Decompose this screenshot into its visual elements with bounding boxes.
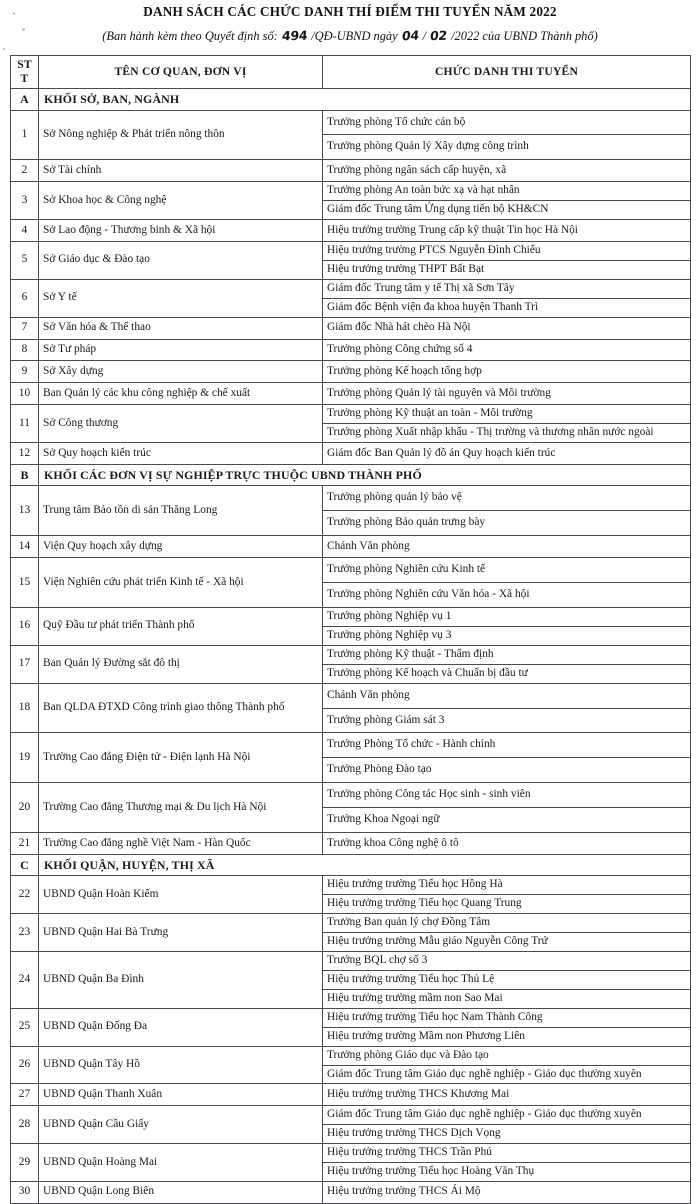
position-title: Hiệu trưởng trường THCS Khương Mai: [323, 1084, 691, 1106]
position-title: Trưởng phòng Giám sát 3: [323, 708, 691, 733]
position-title: Trưởng khoa Công nghệ ô tô: [323, 833, 691, 855]
row-index: 14: [11, 536, 39, 558]
table-row: [11, 952, 691, 971]
row-index: 28: [11, 1106, 39, 1144]
position-title: Hiệu trưởng trường THCS Trần Phú: [323, 1144, 691, 1163]
position-title: Trưởng phòng Nghiên cứu Kinh tế: [323, 558, 691, 583]
table-row: [11, 1106, 691, 1125]
table-row: [11, 608, 691, 627]
row-index: 30: [11, 1181, 39, 1203]
organization-name: UBND Quận Tây Hồ: [39, 1046, 323, 1084]
organization-name: Trường Cao đẳng nghề Việt Nam - Hàn Quốc: [39, 833, 323, 855]
row-index: 15: [11, 558, 39, 608]
position-title: Hiệu trưởng trường Tiểu học Thủ Lệ: [323, 971, 691, 990]
row-index: 20: [11, 783, 39, 833]
table-row: [11, 317, 691, 339]
table-row: [11, 833, 691, 855]
month-handwritten: 02: [429, 27, 449, 43]
row-index: 23: [11, 914, 39, 952]
position-title: Hiệu trưởng trường Mẫu giáo Nguyễn Công Trứ: [323, 933, 691, 952]
group-letter: A: [11, 89, 39, 111]
group-letter: C: [11, 854, 39, 876]
organization-name: Ban Quản lý Đường sắt đô thị: [39, 645, 323, 683]
position-title: Trưởng phòng Tổ chức cán bộ: [323, 110, 691, 135]
position-title: Giám đốc Bệnh viện đa khoa huyện Thanh Trì: [323, 298, 691, 317]
organization-name: UBND Quận Cầu Giấy: [39, 1106, 323, 1144]
row-index: 5: [11, 241, 39, 279]
row-index: 18: [11, 683, 39, 733]
organization-name: Sở Tư pháp: [39, 339, 323, 361]
organization-name: Ban QLDA ĐTXD Công trình giao thông Thành phố: [39, 683, 323, 733]
row-index: 10: [11, 383, 39, 405]
page-title: DANH SÁCH CÁC CHỨC DANH THÍ ĐIỂM THI TUYỂN NĂM 2022: [143, 4, 557, 19]
organization-name: UBND Quận Hai Bà Trưng: [39, 914, 323, 952]
table-row: [11, 486, 691, 511]
position-title: Trưởng phòng Nghiệp vụ 3: [323, 626, 691, 645]
table-row: [11, 361, 691, 383]
table-row: [11, 1181, 691, 1203]
position-title: Chánh Văn phòng: [323, 536, 691, 558]
position-title: Trưởng phòng Kỹ thuật - Thẩm định: [323, 645, 691, 664]
position-title: Trưởng phòng Kỹ thuật an toàn - Môi trường: [323, 405, 691, 424]
scan-speck: [3, 48, 5, 50]
row-index: 2: [11, 160, 39, 182]
position-title: Trưởng phòng Giáo dục và Đào tạo: [323, 1046, 691, 1065]
organization-name: Sở Giáo dục & Đào tạo: [39, 241, 323, 279]
position-title: Trưởng Phòng Tổ chức - Hành chính: [323, 733, 691, 758]
organization-name: Trường Cao đẳng Điện tử - Điện lạnh Hà Nội: [39, 733, 323, 783]
column-header-organization: TÊN CƠ QUAN, ĐƠN VỊ: [39, 55, 323, 88]
row-index: 1: [11, 110, 39, 160]
subtitle-prefix: (Ban hành kèm theo Quyết định số:: [102, 28, 278, 43]
table-row: [11, 160, 691, 182]
position-title: Giám đốc Trung tâm Giáo dục nghề nghiệp - Giáo dục thường xuyên: [323, 1106, 691, 1125]
table-row: [11, 1144, 691, 1163]
table-header: [11, 55, 691, 88]
row-index: 19: [11, 733, 39, 783]
position-title: Trưởng phòng Công tác Học sinh - sinh viên: [323, 783, 691, 808]
organization-name: Sở Lao động - Thương binh & Xã hội: [39, 220, 323, 242]
position-title: Trưởng phòng Công chứng số 4: [323, 339, 691, 361]
position-title: Hiệu trưởng trường THPT Bất Bạt: [323, 260, 691, 279]
organization-name: Ban Quản lý các khu công nghiệp & chế xuất: [39, 383, 323, 405]
row-index: 27: [11, 1084, 39, 1106]
table-row: [11, 383, 691, 405]
table-row: [11, 443, 691, 465]
position-title: Giám đốc Trung tâm Giáo dục nghề nghiệp - Giáo dục thường xuyên: [323, 1065, 691, 1084]
organization-name: Quỹ Đầu tư phát triển Thành phố: [39, 608, 323, 646]
position-title: Hiệu trưởng trường THCS Dịch Vọng: [323, 1125, 691, 1144]
row-index: 16: [11, 608, 39, 646]
table-body: [11, 89, 691, 1204]
date-separator: /: [422, 28, 427, 43]
table-row: [11, 558, 691, 583]
row-index: 12: [11, 443, 39, 465]
position-title: Hiệu trưởng trường PTCS Nguyễn Đình Chiểu: [323, 241, 691, 260]
position-title: Trưởng phòng Kế hoạch và Chuẩn bị đầu tư: [323, 664, 691, 683]
row-index: 21: [11, 833, 39, 855]
organization-name: Viện Quy hoạch xây dựng: [39, 536, 323, 558]
position-title: Trưởng phòng Nghiệp vụ 1: [323, 608, 691, 627]
table-row: [11, 279, 691, 298]
position-title: Trưởng phòng Nghiên cứu Văn hóa - Xã hội: [323, 583, 691, 608]
group-header-row: [11, 854, 691, 876]
organization-name: UBND Quận Đống Đa: [39, 1008, 323, 1046]
column-header-stt: STT: [11, 55, 39, 88]
position-title: Trưởng phòng Quản lý tài nguyên và Môi trường: [323, 383, 691, 405]
row-index: 7: [11, 317, 39, 339]
group-header-row: [11, 89, 691, 111]
position-title: Hiệu trưởng trường THCS Ái Mộ: [323, 1181, 691, 1203]
organization-name: Sở Khoa học & Công nghệ: [39, 182, 323, 220]
table-row: [11, 405, 691, 424]
organization-name: Sở Quy hoạch kiến trúc: [39, 443, 323, 465]
table-row: [11, 536, 691, 558]
positions-table: [10, 55, 691, 1204]
column-header-position: CHỨC DANH THI TUYỂN: [323, 55, 691, 88]
table-row: [11, 110, 691, 135]
position-title: Trưởng Khoa Ngoại ngữ: [323, 808, 691, 833]
position-title: Trưởng Ban quản lý chợ Đồng Tâm: [323, 914, 691, 933]
position-title: Trưởng phòng Quản lý Xây dựng công trình: [323, 135, 691, 160]
position-title: Trưởng phòng Bảo quản trưng bày: [323, 511, 691, 536]
position-title: Hiệu trưởng trường mầm non Sao Mai: [323, 989, 691, 1008]
row-index: 4: [11, 220, 39, 242]
subtitle-suffix: /2022 của UBND Thành phố): [451, 28, 598, 43]
position-title: Giám đốc Ban Quản lý đồ án Quy hoạch kiến trúc: [323, 443, 691, 465]
organization-name: Sở Công thương: [39, 405, 323, 443]
organization-name: UBND Quận Thanh Xuân: [39, 1084, 323, 1106]
organization-name: Sở Nông nghiệp & Phát triển nông thôn: [39, 110, 323, 160]
organization-name: UBND Quận Hoàn Kiếm: [39, 876, 323, 914]
table-row: [11, 220, 691, 242]
organization-name: Sở Văn hóa & Thể thao: [39, 317, 323, 339]
position-title: Hiệu trưởng trường Trung cấp kỹ thuật Tin học Hà Nội: [323, 220, 691, 242]
decision-number-handwritten: 494: [281, 27, 308, 43]
row-index: 8: [11, 339, 39, 361]
table-row: [11, 1046, 691, 1065]
group-label: KHỐI CÁC ĐƠN VỊ SỰ NGHIỆP TRỰC THUỘC UBND THÀNH PHỐ: [39, 464, 691, 486]
position-title: Giám đốc Nhà hát chèo Hà Nội: [323, 317, 691, 339]
position-title: Trưởng BQL chợ số 3: [323, 952, 691, 971]
row-index: 25: [11, 1008, 39, 1046]
position-title: Trưởng phòng ngân sách cấp huyện, xã: [323, 160, 691, 182]
table-row: [11, 1008, 691, 1027]
row-index: 26: [11, 1046, 39, 1084]
row-index: 9: [11, 361, 39, 383]
organization-name: Viện Nghiên cứu phát triển Kinh tế - Xã hội: [39, 558, 323, 608]
subtitle-mid: /QĐ-UBND ngày: [311, 28, 398, 43]
organization-name: Sở Y tế: [39, 279, 323, 317]
position-title: Hiệu trưởng trường Tiểu học Nam Thành Công: [323, 1008, 691, 1027]
organization-name: Trung tâm Bảo tồn di sản Thăng Long: [39, 486, 323, 536]
row-index: 17: [11, 645, 39, 683]
position-title: Trưởng phòng Kế hoạch tổng hợp: [323, 361, 691, 383]
organization-name: Sở Xây dựng: [39, 361, 323, 383]
row-index: 13: [11, 486, 39, 536]
table-row: [11, 914, 691, 933]
position-title: Hiệu trưởng trường Mầm non Phương Liên: [323, 1027, 691, 1046]
position-title: Hiệu trưởng trường Tiểu học Hoàng Văn Thụ: [323, 1163, 691, 1182]
table-row: [11, 182, 691, 201]
organization-name: Trường Cao đẳng Thương mại & Du lịch Hà Nội: [39, 783, 323, 833]
table-row: [11, 645, 691, 664]
row-index: 11: [11, 405, 39, 443]
listing-table-wrapper: [10, 55, 690, 1204]
row-index: 3: [11, 182, 39, 220]
table-row: [11, 241, 691, 260]
position-title: Trưởng phòng Xuất nhập khẩu - Thị trường và thương nhân nước ngoài: [323, 424, 691, 443]
position-title: Chánh Văn phòng: [323, 683, 691, 708]
row-index: 24: [11, 952, 39, 1009]
group-label: KHỐI SỞ, BAN, NGÀNH: [39, 89, 691, 111]
document-subtitle: [0, 28, 700, 44]
table-row: [11, 1084, 691, 1106]
position-title: Trưởng phòng An toàn bức xạ và hạt nhân: [323, 182, 691, 201]
position-title: Giám đốc Trung tâm y tế Thị xã Sơn Tây: [323, 279, 691, 298]
table-row: [11, 339, 691, 361]
group-label: KHỐI QUẬN, HUYỆN, THỊ XÃ: [39, 854, 691, 876]
position-title: Hiệu trưởng trường Tiểu học Hồng Hà: [323, 876, 691, 895]
table-row: [11, 783, 691, 808]
position-title: Trưởng phòng quản lý bảo vệ: [323, 486, 691, 511]
organization-name: UBND Quận Ba Đình: [39, 952, 323, 1009]
row-index: 22: [11, 876, 39, 914]
day-handwritten: 04: [400, 27, 420, 43]
table-row: [11, 876, 691, 895]
table-header-row: [11, 55, 691, 88]
position-title: Trưởng Phòng Đào tạo: [323, 758, 691, 783]
position-title: Giám đốc Trung tâm Ứng dụng tiến bộ KH&CN: [323, 201, 691, 220]
row-index: 29: [11, 1144, 39, 1182]
table-row: [11, 733, 691, 758]
table-row: [11, 683, 691, 708]
row-index: 6: [11, 279, 39, 317]
organization-name: Sở Tài chính: [39, 160, 323, 182]
organization-name: UBND Quận Hoàng Mai: [39, 1144, 323, 1182]
group-header-row: [11, 464, 691, 486]
organization-name: UBND Quận Long Biên: [39, 1181, 323, 1203]
group-letter: B: [11, 464, 39, 486]
position-title: Hiệu trưởng trường Tiểu học Quang Trung: [323, 895, 691, 914]
document-header: [0, 0, 700, 44]
